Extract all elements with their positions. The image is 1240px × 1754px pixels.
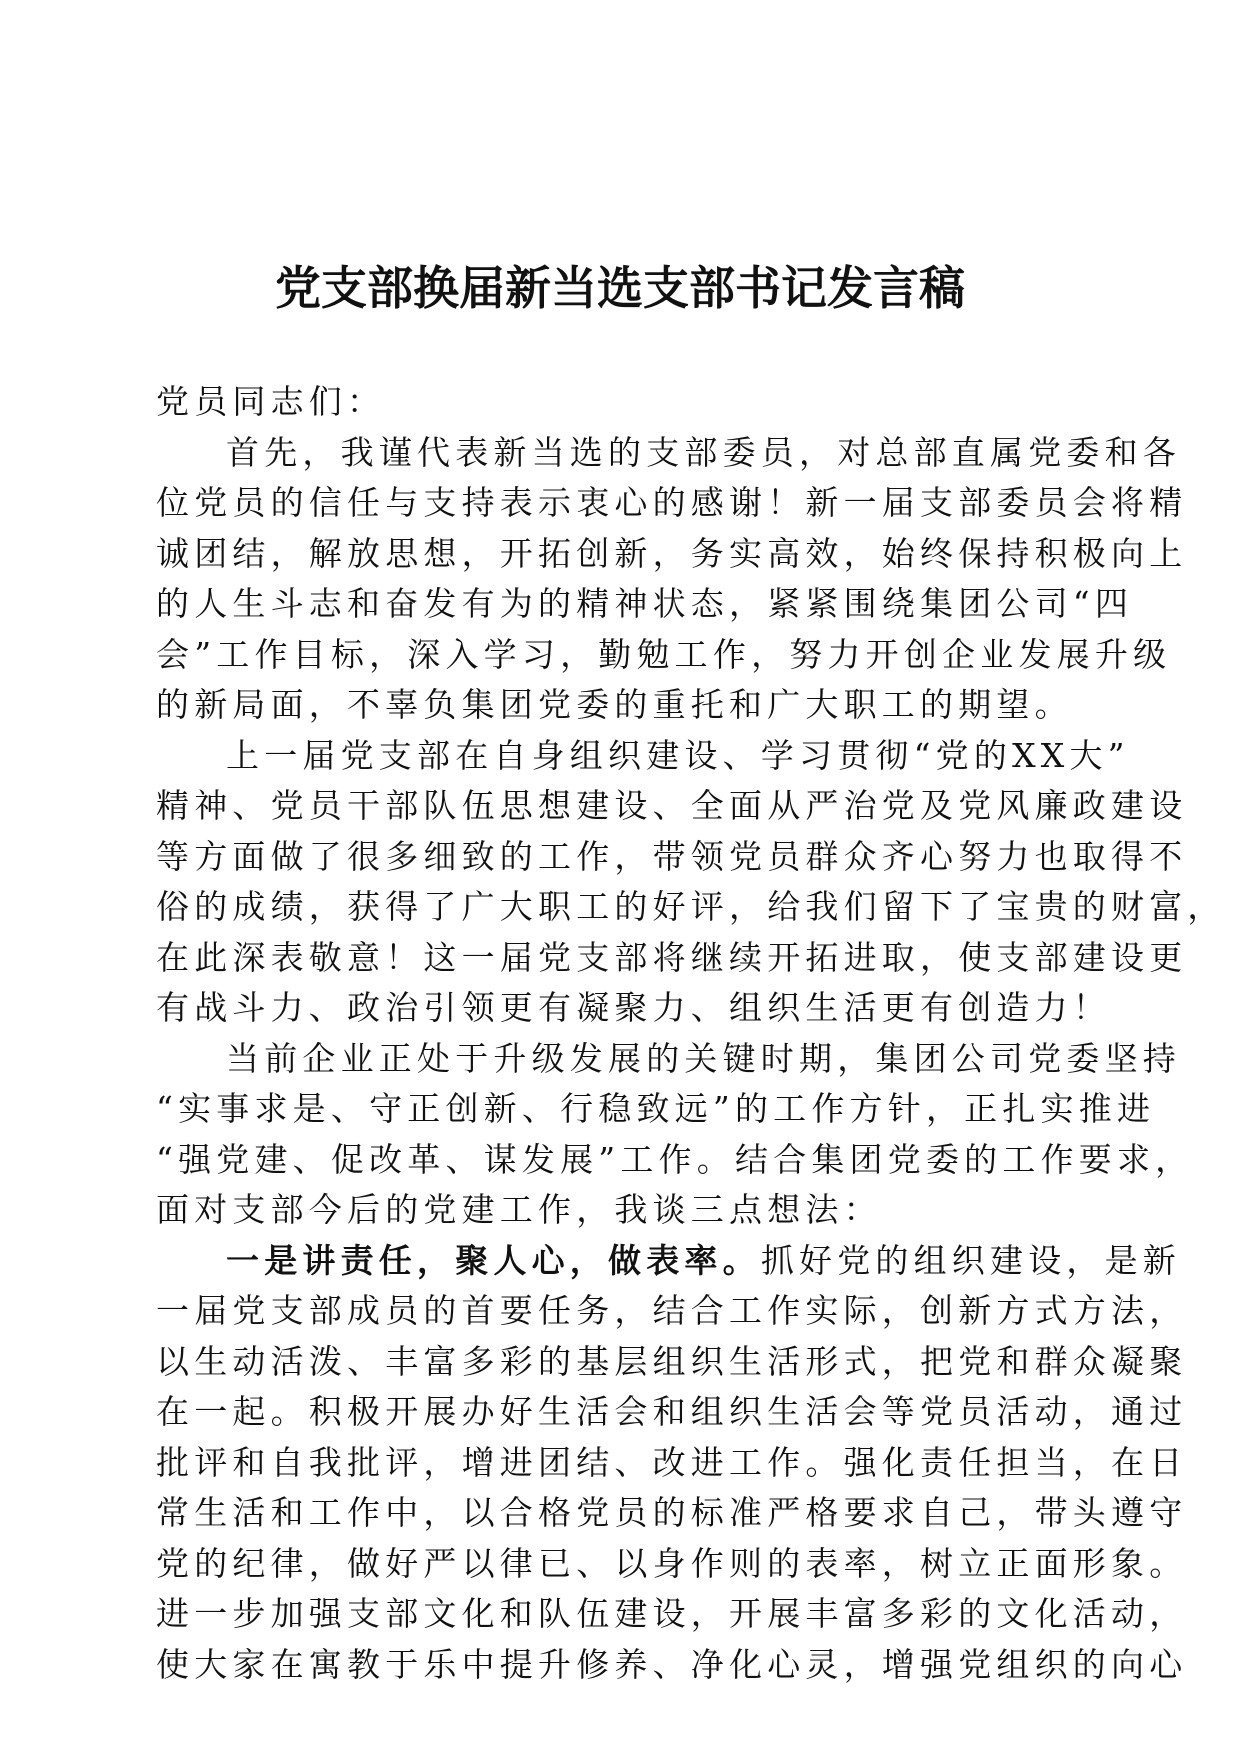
salutation: 党员同志们：: [156, 382, 386, 421]
document-title: 党支部换届新当选支部书记发言稿: [275, 261, 965, 315]
paragraph-line: “强党建、促改革、谋发展”工作。结合集团党委的工作要求，: [156, 1139, 1194, 1179]
point-one-first-line: [156, 1236, 1182, 1287]
paragraph-line: 会”工作目标，深入学习，勤勉工作，努力开创企业发展升级: [156, 634, 1172, 674]
paragraph-line: 精神、党员干部队伍思想建设、全面从严治党及党风廉政建设: [156, 786, 1188, 825]
paragraph-line: 等方面做了很多细致的工作，带领党员群众齐心努力也取得不: [156, 836, 1188, 876]
paragraph-line: 有战斗力、政治引领更有凝聚力、组织生活更有创造力！: [156, 988, 1111, 1027]
paragraph-line: 的新局面，不辜负集团党委的重托和广大职工的期望。: [156, 685, 1073, 724]
paragraph-line: 进一步加强支部文化和队伍建设，开展丰富多彩的文化活动，: [156, 1594, 1188, 1633]
paragraph-line: 使大家在寓教于乐中提升修养、净化心灵，增强党组织的向心: [156, 1644, 1188, 1684]
point-one-heading: 一是讲责任，聚人心，做表率。: [226, 1240, 761, 1280]
paragraph-line: 常生活和工作中，以合格党员的标准严格要求自己，带头遵守: [156, 1493, 1188, 1532]
paragraph-line: “实事求是、守正创新、行稳致远”的工作方针，正扎实推进: [156, 1089, 1156, 1128]
paragraph-line: 首先，我谨代表新当选的支部委员，对总部直属党委和各: [226, 432, 1181, 472]
paragraph-line: 诚团结，解放思想，开拓创新，务实高效，始终保持积极向上: [156, 533, 1188, 573]
paragraph-line: 的人生斗志和奋发有为的精神状态，紧紧围绕集团公司“四: [156, 584, 1134, 623]
paragraph-line: 位党员的信任与支持表示衷心的感谢！新一届支部委员会将精: [156, 483, 1188, 522]
paragraph-line: 当前企业正处于升级发展的关键时期，集团公司党委坚持: [226, 1038, 1181, 1078]
paragraph-line: 批评和自我批评，增进团结、改进工作。强化责任担当，在日: [156, 1442, 1188, 1482]
document-body: [156, 377, 1226, 1690]
paragraph-line: 党的纪律，做好严以律已、以身作则的表率，树立正面形象。: [156, 1543, 1188, 1583]
paragraph-line: 俗的成绩，获得了广大职工的好评，给我们留下了宝贵的财富，: [156, 887, 1226, 926]
paragraph-line: 在此深表敬意！这一届党支部将继续开拓进取，使支部建设更: [156, 937, 1188, 977]
paragraph-line: 一届党支部成员的首要任务，结合工作实际，创新方式方法，: [156, 1291, 1188, 1330]
paragraph-line: 以生动活泼、丰富多彩的基层组织生活形式，把党和群众凝聚: [156, 1341, 1188, 1381]
paragraph-line: 在一起。积极开展办好生活会和组织生活会等党员活动，通过: [156, 1392, 1188, 1431]
point-one-text: 抓好党的组织建设，是新: [760, 1240, 1182, 1280]
paragraph-line: 上一届党支部在自身组织建设、学习贯彻“党的XX大”: [226, 735, 1130, 775]
paragraph-line: 面对支部今后的党建工作，我谈三点想法：: [156, 1190, 882, 1229]
